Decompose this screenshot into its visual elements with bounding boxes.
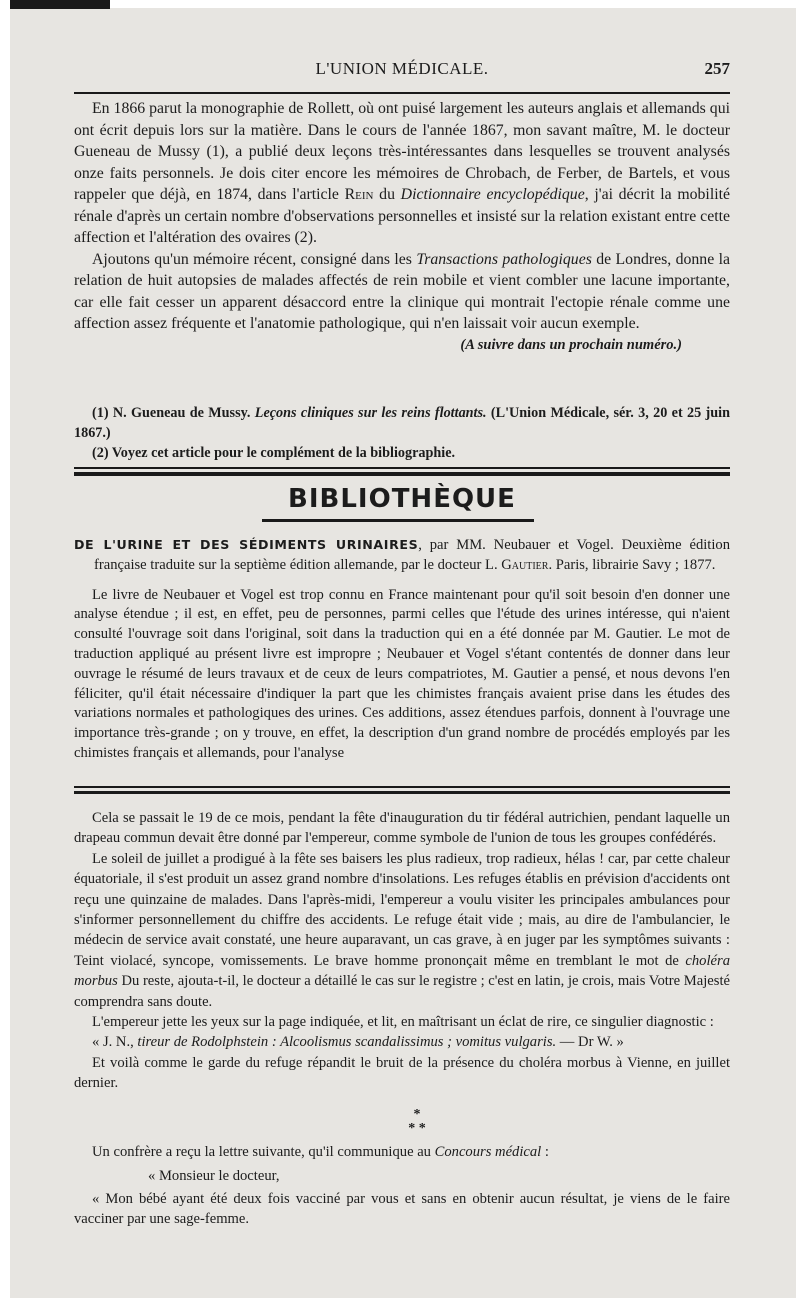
- review-citation: DE L'URINE ET DES SÉDIMENTS URINAIRES, par MM. Neubauer et Vogel. Deuxième édition française traduite sur la septième édition allemande, par le docteur L. Gautier. Paris, librairie Savy ; 1877.: [74, 537, 731, 573]
- footnote-1: (1) N. Gueneau de Mussy. Leçons cliniques sur les reins flottants. (L'Union Médicale, sér. 3, 20 et 25 juin 1867.): [74, 405, 731, 441]
- page-top-margin: [0, 0, 800, 8]
- to-be-continued-note: (A suivre dans un prochain numéro.): [460, 336, 682, 353]
- feuilleton: [74, 808, 730, 1229]
- feuilleton-rule-thin: [74, 786, 730, 788]
- feuilleton-paragraph-1: Cela se passait le 19 de ce mois, pendant la fête d'inauguration du tir fédéral autrichien, pendant laquelle un drapeau commun devait être donné par l'empereur, comme symbole de l'union de tous les groupes confédérés.: [74, 810, 730, 847]
- feuilleton-paragraph-3: L'empereur jette les yeux sur la page indiquée, et lit, en maîtrisant un éclat de rire, ce singulier diagnostic :: [92, 1014, 714, 1031]
- section-rule-thin: [74, 467, 730, 469]
- bibliotheque-heading: BIBLIOTHÈQUE: [288, 484, 516, 514]
- article-paragraph-1: En 1866 parut la monographie de Rollett, où ont puisé largement les auteurs anglais et allemands qui ont écrit depuis lors sur la matière. Dans le cours de l'année 1867, mon savant maître, M. le docteur Gueneau de Mussy (1), a publié deux leçons très-intéressantes dans lesquelles se trouvent analysés onze faits personnels. Je dois citer encore les mémoires de Chrobach, de Ferber, de Bartels, et vous rappeler que déjà, en 1874, dans l'article Rein du Dictionnaire encyclopédique, j'ai décrit la mobilité rénale d'après un certain nombre d'observations personnelles et insisté sur la relation existant entre cette affection et l'altération des ovaires (2).: [74, 100, 731, 246]
- page-header: [74, 56, 730, 84]
- running-title: L'UNION MÉDICALE.: [315, 59, 489, 78]
- article-paragraph-2: Ajoutons qu'un mémoire récent, consigné dans les Transactions pathologiques de Londres, donne la relation de huit autopsies de malades affectés de rein mobile et vient combler une lacune importante, car elle fait cesser un apparent désaccord entre la clinique qui montrait l'ectopie rénale comme une affection assez fréquente et l'anatomie pathologique, qui n'en laissait voir aucun exemple.: [74, 250, 730, 332]
- section-rule-thick: [74, 472, 730, 476]
- asterism-top: *: [413, 1106, 421, 1122]
- asterism-bottom: * *: [408, 1120, 426, 1136]
- feuilleton-quote: « J. N., tireur de Rodolphstein : Alcoolismus scandalissimus ; vomitus vulgaris. — Dr W. »: [92, 1034, 624, 1051]
- feuilleton-rule-thick: [74, 791, 730, 794]
- heading-underline: [262, 519, 534, 522]
- article-continuation: [74, 98, 730, 356]
- feuilleton-paragraph-6: Un confrère a reçu la lettre suivante, qu'il communique au Concours médical :: [92, 1143, 549, 1160]
- letter-body: « Mon bébé ayant été deux fois vacciné par vous et sans en obtenir aucun résultat, je viens de le faire vacciner par une sage-femme.: [74, 1190, 730, 1227]
- binding-tab: [10, 0, 110, 9]
- letter-salutation: « Monsieur le docteur,: [148, 1168, 280, 1185]
- footnotes: [74, 403, 730, 463]
- feuilleton-paragraph-5: Et voilà comme le garde du refuge répandit le bruit de la présence du choléra morbus à Vienne, en juillet dernier.: [74, 1054, 730, 1092]
- page-number: 257: [704, 59, 730, 78]
- feuilleton-paragraph-2: Le soleil de juillet a prodigué à la fête ses baisers les plus radieux, trop radieux, hélas ! car, par cette chaleur équatoriale, il s'est produit un assez grand nombre d'insolations. Les refuges établis en prévision d'accidents ont reçu une quinzaine de malades. Dans l'après-midi, l'empereur a voulu visiter les principales ambulances pour s'informer personnellement du chiffre des accidents. Le refuge était vide ; mais, au dire de l'ambulancier, le médecin de service avait constaté, une heure auparavant, un cas grave, à en juger par les symptômes suivants : Teint violacé, syncope, vomissements. Le brave homme prononçait même en tremblant le mot de choléra morbus Du reste, ajouta-t-il, le docteur a détaillé le cas sur le registre ; c'est en latin, je crois, mais Votre Majesté comprendra sans doute.: [74, 850, 730, 1010]
- header-rule: [74, 92, 730, 94]
- book-review: [74, 535, 730, 764]
- footnote-2: (2) Voyez cet article pour le complément de la bibliographie.: [92, 445, 456, 461]
- review-body: Le livre de Neubauer et Vogel est trop connu en France maintenant pour qu'il soit besoin d'en donner une analyse étendue ; il est, en effet, peu de personnes, parmi celles que l'étude des urines intéresse, qui n'aient consulté l'ouvrage soit dans l'original, soit dans la traduction qui en a été donnée par M. Gautier. Le mot de traduction appliqué au présent livre est impropre ; Neubauer et Vogel s'étant contentés de donner dans leur ouvrage le résumé de leurs travaux et de ceux de leurs compatriotes, M. Gautier a pensé, et nous devons l'en féliciter, qu'il était nécessaire d'indiquer la part que les chimistes français avaient prise dans les études des variations normales et pathologiques des urines. Ces additions, assez étendues parfois, donnent à l'ouvrage une importance très-grande ; on y trouve, en effet, la description d'un grand nombre de procédés employés par les chimistes français et allemands, pour l'analyse: [74, 586, 730, 761]
